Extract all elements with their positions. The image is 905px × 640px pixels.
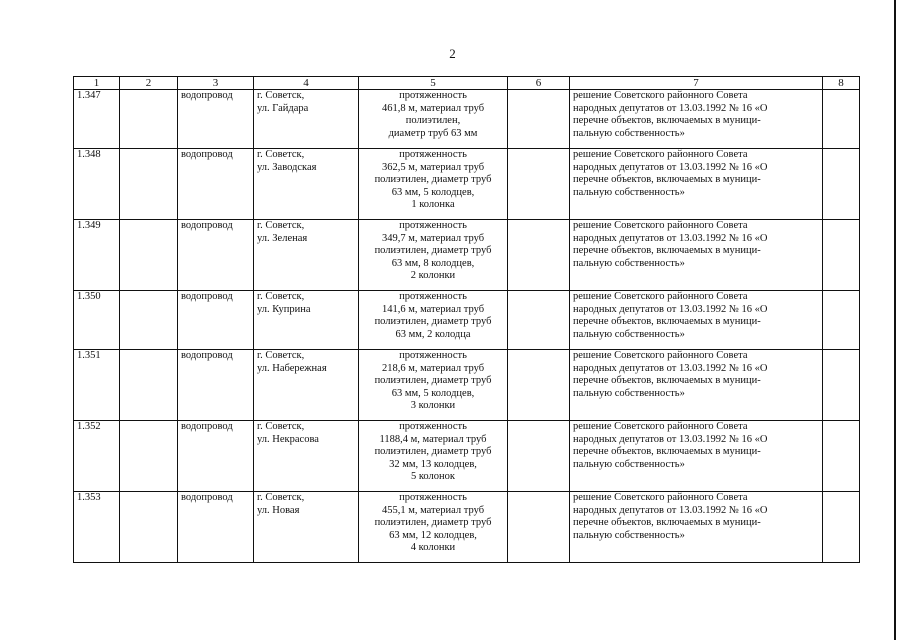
page-number: 2 <box>449 46 456 61</box>
address-line: ул. Заводская <box>257 161 317 173</box>
column-header: 2 <box>120 77 178 90</box>
column-6-cell <box>508 350 570 421</box>
row-number: 1.351 <box>74 350 120 421</box>
column-8-cell <box>823 90 860 149</box>
object-description-line: протяженность <box>399 291 467 302</box>
object-type: водопровод <box>178 291 254 350</box>
legal-basis-line: решение Советского районного Совета <box>573 291 748 302</box>
legal-basis-line: решение Советского районного Совета <box>573 492 748 503</box>
address-line: г. Советск, <box>257 350 305 361</box>
legal-basis-line: пальную собственность» <box>573 529 685 541</box>
object-description-line: полиэтилен, диаметр труб <box>374 316 492 328</box>
column-2-cell <box>120 421 178 492</box>
object-description <box>359 492 508 563</box>
object-address <box>254 350 359 421</box>
legal-basis-line: перечне объектов, включаемых в муници- <box>573 375 761 387</box>
legal-basis <box>570 149 823 220</box>
legal-basis-line: перечне объектов, включаемых в муници- <box>573 316 761 328</box>
object-description-line: 461,8 м, материал труб <box>381 102 485 114</box>
object-description-line: 349,7 м, материал труб <box>381 232 485 244</box>
legal-basis-line: перечне объектов, включаемых в муници- <box>573 517 761 529</box>
column-6-cell <box>508 90 570 149</box>
legal-basis <box>570 421 823 492</box>
object-description-line: 218,6 м, материал труб <box>381 362 485 374</box>
column-2-cell <box>120 291 178 350</box>
object-description-line: 1188,4 м, материал труб <box>379 433 487 445</box>
legal-basis <box>570 90 823 149</box>
object-description-line: полиэтилен, диаметр труб <box>374 517 492 529</box>
object-description-line: 5 колонок <box>410 471 455 483</box>
legal-basis <box>570 492 823 563</box>
column-6-cell <box>508 220 570 291</box>
object-description-line: 63 мм, 2 колодца <box>395 328 471 340</box>
object-description-line: полиэтилен, диаметр труб <box>374 375 492 387</box>
object-description-line: 32 мм, 13 колодцев, <box>389 458 477 470</box>
column-header: 3 <box>178 77 254 90</box>
column-8-cell <box>823 421 860 492</box>
object-description-line: протяженность <box>399 350 467 361</box>
column-8-cell <box>823 492 860 563</box>
legal-basis-line: перечне объектов, включаемых в муници- <box>573 115 761 127</box>
legal-basis-line: перечне объектов, включаемых в муници- <box>573 446 761 458</box>
column-header: 5 <box>359 77 508 90</box>
column-header: 8 <box>823 77 860 90</box>
object-description-line: 1 колонка <box>411 199 455 211</box>
column-2-cell <box>120 90 178 149</box>
column-header: 1 <box>74 77 120 90</box>
legal-basis-line: перечне объектов, включаемых в муници- <box>573 245 761 257</box>
legal-basis-line: пальную собственность» <box>573 127 685 139</box>
table-row <box>74 492 860 563</box>
legal-basis-line: решение Советского районного Совета <box>573 350 748 361</box>
object-address <box>254 421 359 492</box>
legal-basis <box>570 291 823 350</box>
address-line: г. Советск, <box>257 90 305 101</box>
object-description-line: 2 колонки <box>410 270 456 282</box>
legal-basis-line: пальную собственность» <box>573 257 685 269</box>
column-6-cell <box>508 421 570 492</box>
legal-basis-line: решение Советского районного Совета <box>573 149 748 160</box>
object-description-line: полиэтилен, <box>405 115 461 127</box>
column-8-cell <box>823 291 860 350</box>
column-2-cell <box>120 492 178 563</box>
address-line: ул. Гайдара <box>257 102 309 114</box>
row-number: 1.350 <box>74 291 120 350</box>
legal-basis-line: решение Советского районного Совета <box>573 90 748 101</box>
column-number-row <box>74 77 860 90</box>
legal-basis-line: пальную собственность» <box>573 387 685 399</box>
legal-basis-line: народных депутатов от 13.03.1992 № 16 «О <box>573 303 768 315</box>
object-description-line: 63 мм, 5 колодцев, <box>391 186 475 198</box>
object-description-line: 63 мм, 12 колодцев, <box>389 529 477 541</box>
object-description-line: 455,1 м, материал труб <box>381 504 485 516</box>
row-number: 1.353 <box>74 492 120 563</box>
column-6-cell <box>508 291 570 350</box>
object-description-line: 63 мм, 8 колодцев, <box>391 257 475 269</box>
object-type: водопровод <box>178 220 254 291</box>
object-description-line: полиэтилен, диаметр труб <box>374 174 492 186</box>
object-address <box>254 291 359 350</box>
column-header: 6 <box>508 77 570 90</box>
object-description-line: 3 колонки <box>410 400 456 412</box>
object-description-line: протяженность <box>399 90 467 101</box>
object-description-line: полиэтилен, диаметр труб <box>374 446 492 458</box>
row-number: 1.347 <box>74 90 120 149</box>
object-description-line: 63 мм, 5 колодцев, <box>391 387 475 399</box>
table-row <box>74 149 860 220</box>
object-address <box>254 149 359 220</box>
legal-basis-line: перечне объектов, включаемых в муници- <box>573 174 761 186</box>
legal-basis-line: решение Советского районного Совета <box>573 421 748 432</box>
object-description <box>359 350 508 421</box>
legal-basis-line: народных депутатов от 13.03.1992 № 16 «О <box>573 161 768 173</box>
legal-basis-line: пальную собственность» <box>573 328 685 340</box>
column-2-cell <box>120 350 178 421</box>
column-6-cell <box>508 149 570 220</box>
row-number: 1.348 <box>74 149 120 220</box>
object-description-line: протяженность <box>399 421 467 432</box>
address-line: ул. Зеленая <box>257 232 308 244</box>
legal-basis-line: пальную собственность» <box>573 458 685 470</box>
column-8-cell <box>823 149 860 220</box>
table-row <box>74 350 860 421</box>
object-description <box>359 220 508 291</box>
row-number: 1.352 <box>74 421 120 492</box>
column-header: 7 <box>570 77 823 90</box>
address-line: ул. Новая <box>257 504 300 516</box>
object-description-line: 4 колонки <box>410 542 456 554</box>
address-line: г. Советск, <box>257 291 305 302</box>
object-type: водопровод <box>178 350 254 421</box>
object-description-line: протяженность <box>399 220 467 231</box>
object-type: водопровод <box>178 149 254 220</box>
object-address <box>254 492 359 563</box>
column-2-cell <box>120 220 178 291</box>
object-description-line: протяженность <box>399 492 467 503</box>
address-line: ул. Некрасова <box>257 433 319 445</box>
object-description-line: 141,6 м, материал труб <box>381 303 485 315</box>
object-type: водопровод <box>178 90 254 149</box>
legal-basis-line: народных депутатов от 13.03.1992 № 16 «О <box>573 433 768 445</box>
column-6-cell <box>508 492 570 563</box>
table-row <box>74 90 860 149</box>
object-address <box>254 90 359 149</box>
address-line: ул. Куприна <box>257 303 311 315</box>
column-2-cell <box>120 149 178 220</box>
object-address <box>254 220 359 291</box>
column-8-cell <box>823 220 860 291</box>
address-line: ул. Набережная <box>257 362 327 374</box>
legal-basis-line: народных депутатов от 13.03.1992 № 16 «О <box>573 232 768 244</box>
legal-basis-line: народных депутатов от 13.03.1992 № 16 «О <box>573 504 768 516</box>
row-number: 1.349 <box>74 220 120 291</box>
address-line: г. Советск, <box>257 421 305 432</box>
legal-basis <box>570 350 823 421</box>
table-row <box>74 421 860 492</box>
object-description-line: протяженность <box>399 149 467 160</box>
object-description <box>359 90 508 149</box>
page-edge-bar <box>894 0 896 640</box>
legal-basis-line: народных депутатов от 13.03.1992 № 16 «О <box>573 362 768 374</box>
column-header: 4 <box>254 77 359 90</box>
object-description <box>359 149 508 220</box>
legal-basis-line: народных депутатов от 13.03.1992 № 16 «О <box>573 102 768 114</box>
object-description <box>359 291 508 350</box>
table-row <box>74 291 860 350</box>
legal-basis <box>570 220 823 291</box>
table-row <box>74 220 860 291</box>
column-8-cell <box>823 350 860 421</box>
address-line: г. Советск, <box>257 149 305 160</box>
address-line: г. Советск, <box>257 492 305 503</box>
object-description <box>359 421 508 492</box>
legal-basis-line: решение Советского районного Совета <box>573 220 748 231</box>
object-description-line: полиэтилен, диаметр труб <box>374 245 492 257</box>
object-description-line: 362,5 м, материал труб <box>381 161 485 173</box>
object-type: водопровод <box>178 421 254 492</box>
object-type: водопровод <box>178 492 254 563</box>
address-line: г. Советск, <box>257 220 305 231</box>
object-description-line: диаметр труб 63 мм <box>388 127 478 139</box>
registry-table <box>73 76 860 563</box>
legal-basis-line: пальную собственность» <box>573 186 685 198</box>
